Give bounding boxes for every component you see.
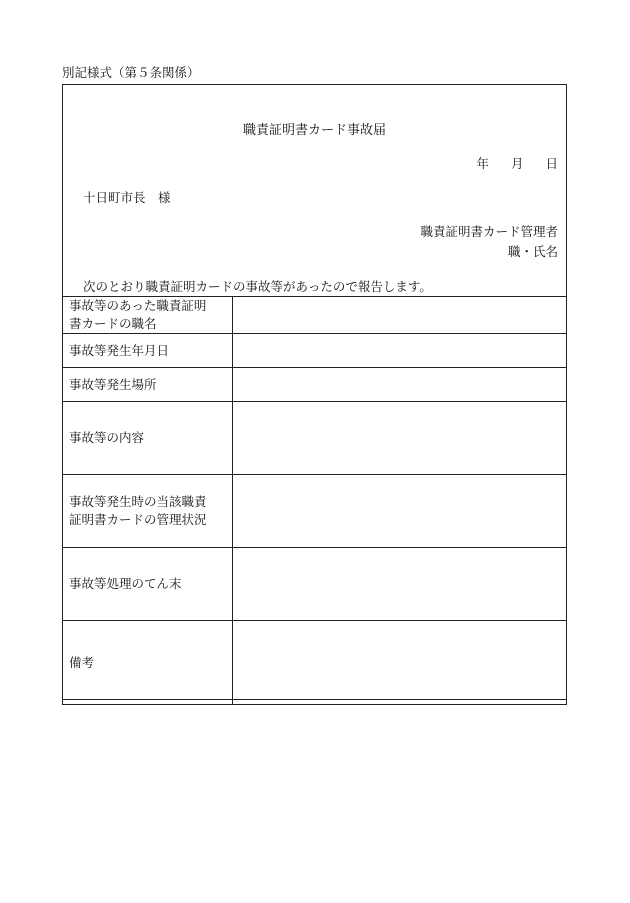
row-label-line: 証明書カードの管理状況 xyxy=(69,512,207,527)
table-row xyxy=(63,475,567,548)
table-row xyxy=(63,297,567,334)
row-value-cell[interactable] xyxy=(233,402,567,475)
addressee: 十日町市長 様 xyxy=(83,190,171,205)
row-value-cell[interactable] xyxy=(233,368,567,402)
table-row xyxy=(63,402,567,475)
manager-title: 職責証明書カード管理者 xyxy=(420,224,558,239)
table-row xyxy=(63,621,567,705)
row-label-line: 事故等処理のてん末 xyxy=(69,576,182,591)
row-label xyxy=(63,548,233,621)
table-row xyxy=(63,334,567,368)
name-label: 職・氏名 xyxy=(507,244,558,259)
report-form xyxy=(62,84,567,700)
row-label-line: 備考 xyxy=(69,654,95,670)
row-label-line: 事故等発生年月日 xyxy=(69,342,170,358)
row-value-cell[interactable] xyxy=(233,334,567,368)
row-label xyxy=(63,334,233,368)
row-label xyxy=(63,621,233,705)
report-statement: 次のとおり職責証明カードの事故等があったので報告します。 xyxy=(83,279,432,294)
row-label-line: 書カードの職名 xyxy=(69,316,157,331)
row-label xyxy=(63,368,233,402)
row-label-line: 事故等のあった職責証明 xyxy=(69,298,207,313)
row-label-line: 事故等の内容 xyxy=(69,430,145,445)
form-caption: 別記様式（第５条関係） xyxy=(62,65,200,80)
row-label-line: 事故等発生時の当該職責 xyxy=(69,494,207,509)
detail-table xyxy=(62,296,567,705)
row-label xyxy=(63,297,233,334)
row-value-cell[interactable] xyxy=(233,475,567,548)
table-row xyxy=(63,368,567,402)
row-value-cell[interactable] xyxy=(233,548,567,621)
row-value-cell[interactable] xyxy=(233,621,567,705)
row-value-cell[interactable] xyxy=(233,297,567,334)
row-label-line: 事故等発生場所 xyxy=(69,376,157,392)
date-year-label: 年 xyxy=(476,156,489,171)
date-line xyxy=(458,155,558,173)
date-month-label: 月 xyxy=(510,156,524,171)
row-label xyxy=(63,402,233,475)
date-day-label: 日 xyxy=(545,156,558,171)
table-row xyxy=(63,548,567,621)
form-title: 職責証明書カード事故届 xyxy=(242,123,386,138)
row-label xyxy=(63,475,233,548)
